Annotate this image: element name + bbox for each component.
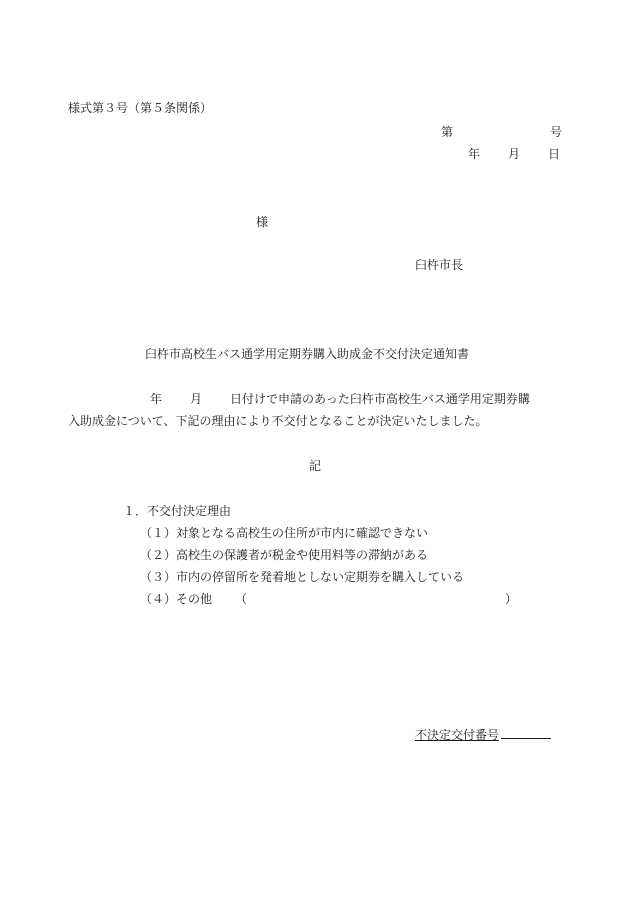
reason-2: （２）高校生の保護者が税金や使用料等の滞納がある bbox=[140, 548, 429, 562]
ki-heading: 記 bbox=[309, 459, 322, 473]
reason-4-label: （４）その他 bbox=[140, 592, 213, 606]
reason-3: （３）市内の停留所を発着地としない定期券を購入している bbox=[140, 570, 465, 584]
date-year: 年 bbox=[468, 147, 481, 161]
body-line1: 日付けで申請のあった臼杵市高校生バス通学用定期券購 bbox=[230, 392, 530, 406]
reason-1: （１）対象となる高校生の住所が市内に確認できない bbox=[140, 526, 429, 540]
document-title: 臼杵市高校生バス通学用定期券購入助成金不交付決定通知書 bbox=[145, 347, 470, 361]
body-line2: 入助成金について、下記の理由により不交付となることが決定いたしました。 bbox=[68, 414, 488, 428]
form-label: 様式第３号（第５条関係） bbox=[68, 101, 213, 115]
reason-4-open-paren: （ bbox=[235, 592, 248, 606]
doc-number-prefix: 第 bbox=[441, 125, 454, 139]
doc-number-suffix: 号 bbox=[550, 125, 563, 139]
body-month: 月 bbox=[190, 392, 203, 406]
footer-number-label: 不決定交付番号 bbox=[415, 728, 500, 742]
sender: 臼杵市長 bbox=[415, 258, 464, 272]
footer-number-blank bbox=[501, 726, 551, 739]
date-day: 日 bbox=[548, 147, 561, 161]
date-month: 月 bbox=[508, 147, 521, 161]
body-year: 年 bbox=[150, 392, 163, 406]
footer-number bbox=[415, 726, 551, 743]
recipient-suffix: 様 bbox=[256, 215, 269, 229]
reason-4-close-paren: ） bbox=[505, 592, 518, 606]
reason-heading: １．不交付決定理由 bbox=[123, 504, 232, 518]
